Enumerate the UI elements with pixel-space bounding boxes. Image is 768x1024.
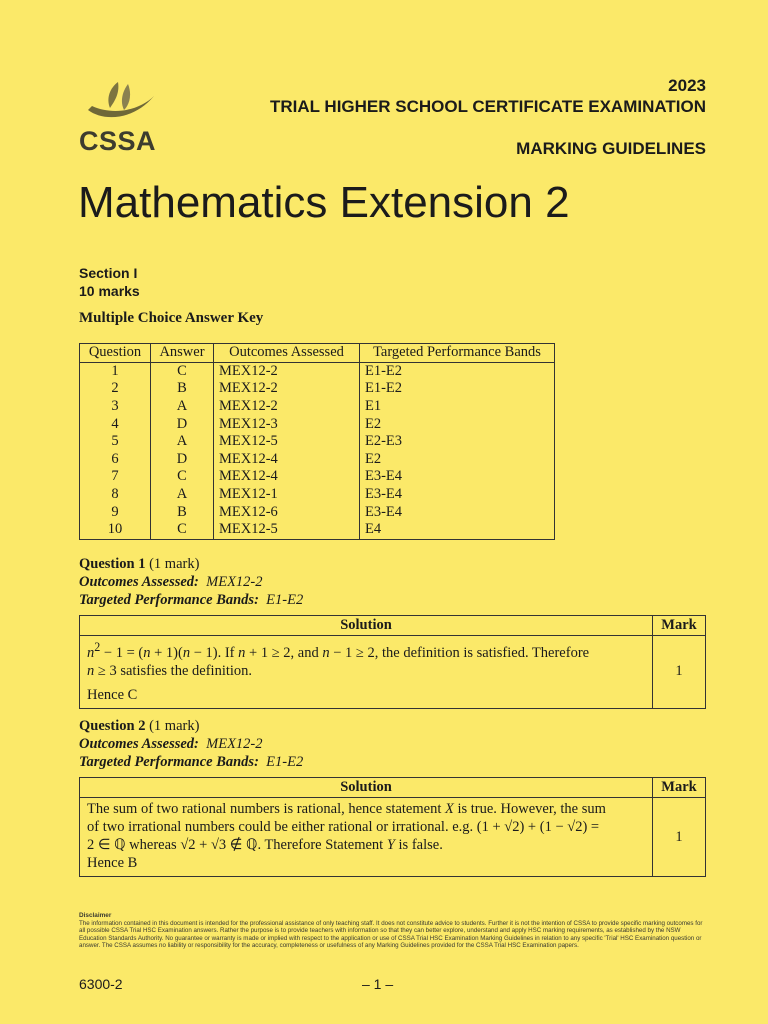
section-name: Section I [79, 265, 138, 281]
bands-value: E1-E2 [266, 592, 304, 608]
answer-cell: B [151, 503, 214, 521]
table-row [80, 521, 555, 539]
outcome-cell: MEX12-2 [214, 362, 360, 380]
question-title: Question 1 [79, 556, 146, 572]
table-row [80, 398, 555, 416]
section-marks: 10 marks [79, 283, 140, 299]
table-row [80, 415, 555, 433]
column-header: Question [80, 344, 151, 363]
answer-cell: D [151, 415, 214, 433]
logo-text: CSSA [79, 126, 157, 156]
answer-cell: C [151, 521, 214, 539]
subject-title: Mathematics Extension 2 [78, 178, 570, 227]
question-number-cell: 5 [80, 433, 151, 451]
answer-key-table [79, 343, 555, 540]
table-header-row [80, 344, 555, 363]
page-number: – 1 – [362, 976, 394, 992]
outcomes-value: MEX12-2 [206, 736, 263, 752]
question-number-cell: 7 [80, 468, 151, 486]
question-1-header [79, 555, 303, 609]
disclaimer-text: The information contained in this document is intended for the professional assistance of only teaching staff. It does not constitute advice to students. Further it is not the intention of CSSA to provide specific marking outcomes for all possible CSSA Trial HSC Examination answers. Rather the purpose is to provide teachers with information so that they can better explore, understand and apply HSC marking requirements, as established by the NSW Education Standards Authority. No guarantee or warranty is made or implied with respect to the application or use of CSSA Trial HSC Examination Marking Guidelines in relation to any specific 'Trial' HSC Examination question or answer. The CSSA assumes no liability or responsibility for the accuracy, completeness or usefulness of any Marking Guidelines provided for the CSSA Trial HSC Examination papers. [79, 919, 703, 950]
outcome-cell: MEX12-5 [214, 521, 360, 539]
solution-header: Solution [80, 616, 653, 635]
table-row [80, 486, 555, 504]
question-number-cell: 2 [80, 380, 151, 398]
question-marks: (1 mark) [149, 718, 200, 734]
disclaimer-title: Disclaimer [79, 912, 112, 919]
outcome-cell: MEX12-2 [214, 398, 360, 416]
question-marks: (1 mark) [149, 556, 200, 572]
exam-year: 2023 [668, 76, 706, 95]
answer-cell: D [151, 451, 214, 469]
band-cell: E1-E2 [360, 362, 555, 380]
outcomes-label: Outcomes Assessed: [79, 736, 199, 752]
outcome-cell: MEX12-5 [214, 433, 360, 451]
question-number-cell: 8 [80, 486, 151, 504]
answer-cell: A [151, 486, 214, 504]
column-header: Outcomes Assessed [214, 344, 360, 363]
table-row [80, 433, 555, 451]
table-row [80, 362, 555, 380]
answer-cell: C [151, 468, 214, 486]
outcome-cell: MEX12-4 [214, 451, 360, 469]
band-cell: E2 [360, 451, 555, 469]
mark-header: Mark [661, 617, 697, 633]
solution-conclusion: Hence C [87, 686, 138, 703]
paper-code: 6300-2 [79, 976, 123, 992]
answer-cell: A [151, 398, 214, 416]
question-2-header [79, 717, 303, 771]
answer-key-rows [80, 362, 555, 539]
bands-value: E1-E2 [266, 754, 304, 770]
solution-text: $n^2 - 1 = (n + 1)(n - 1)$. If n + 1 ≥ 2, and n − 1 ≥ 2, the definition is satisfied. Therefore n ≥ 3 satisfies the definition. Hence C [80, 636, 653, 708]
band-cell: E3-E4 [360, 486, 555, 504]
answer-cell: C [151, 362, 214, 380]
table-row [80, 503, 555, 521]
table-row [80, 451, 555, 469]
outcome-cell: MEX12-3 [214, 415, 360, 433]
question-number-cell: 4 [80, 415, 151, 433]
mark-header: Mark [661, 779, 697, 795]
table-row [80, 380, 555, 398]
question-number-cell: 9 [80, 503, 151, 521]
outcome-cell: MEX12-6 [214, 503, 360, 521]
section-heading [79, 264, 140, 300]
band-cell: E4 [360, 521, 555, 539]
answer-cell: A [151, 433, 214, 451]
outcome-cell: MEX12-1 [214, 486, 360, 504]
question-1-solution-table [79, 615, 706, 709]
mark-value: 1 [675, 663, 683, 680]
exam-title: TRIAL HIGHER SCHOOL CERTIFICATE EXAMINATION [269, 97, 706, 116]
solution-header: Solution [80, 778, 653, 797]
band-cell: E3-E4 [360, 468, 555, 486]
question-number-cell: 6 [80, 451, 151, 469]
question-number-cell: 3 [80, 398, 151, 416]
outcome-cell: MEX12-2 [214, 380, 360, 398]
disclaimer [79, 912, 709, 950]
band-cell: E2 [360, 415, 555, 433]
outcomes-label: Outcomes Assessed: [79, 574, 199, 590]
solution-conclusion: Hence B [87, 855, 138, 871]
column-header: Answer [151, 344, 214, 363]
bands-label: Targeted Performance Bands: [79, 754, 259, 770]
outcome-cell: MEX12-4 [214, 468, 360, 486]
answer-key-title: Multiple Choice Answer Key [79, 310, 264, 326]
table-row [80, 468, 555, 486]
bands-label: Targeted Performance Bands: [79, 592, 259, 608]
answer-cell: B [151, 380, 214, 398]
solution-text: The sum of two rational numbers is rational, hence statement X is true. However, the sum of two irrational numbers could be either rational or irrational. e.g. (1 + √2) + (1 − √2) = 2 ∈ ℚ whereas √2 + √3 ∉ ℚ. Therefore Statement Y is false. Hence B [80, 798, 653, 876]
band-cell: E3-E4 [360, 503, 555, 521]
question-number-cell: 10 [80, 521, 151, 539]
column-header: Targeted Performance Bands [360, 344, 555, 363]
band-cell: E1 [360, 398, 555, 416]
document-subtitle: MARKING GUIDELINES [516, 139, 706, 158]
band-cell: E2-E3 [360, 433, 555, 451]
question-2-solution-table [79, 777, 706, 877]
outcomes-value: MEX12-2 [206, 574, 263, 590]
mark-value: 1 [675, 828, 683, 845]
question-title: Question 2 [79, 718, 146, 734]
question-number-cell: 1 [80, 362, 151, 380]
band-cell: E1-E2 [360, 380, 555, 398]
